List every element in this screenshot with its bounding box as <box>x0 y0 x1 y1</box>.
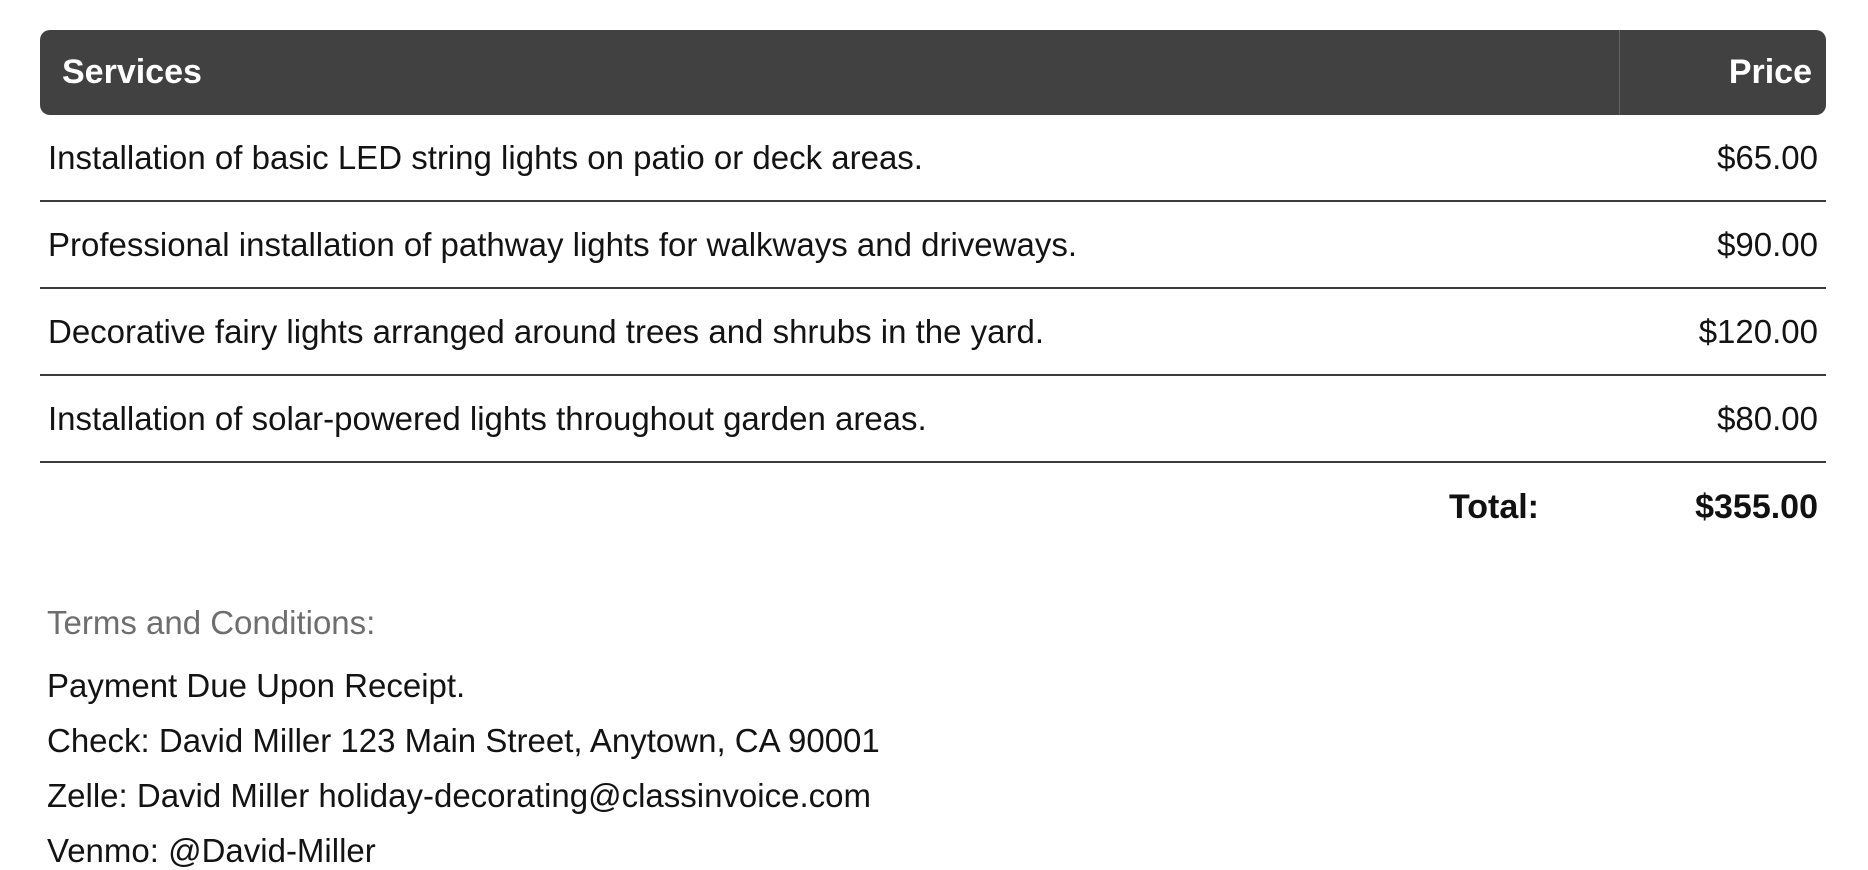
service-price-cell: $80.00 <box>1717 399 1818 437</box>
services-table-header <box>40 30 1826 115</box>
terms-line: Check: David Miller 123 Main Street, Anytown, CA 90001 <box>47 722 880 759</box>
service-description-cell: Professional installation of pathway lights for walkways and driveways. <box>48 225 1077 263</box>
service-description-cell: Installation of basic LED string lights on patio or deck areas. <box>48 138 923 176</box>
terms-line: Zelle: David Miller holiday-decorating@classinvoice.com <box>47 777 871 814</box>
table-row <box>40 289 1826 376</box>
table-row <box>40 202 1826 289</box>
services-column-header: Services <box>62 53 202 91</box>
terms-line: Venmo: @David-Miller <box>47 832 376 869</box>
terms-lines <box>47 658 1826 870</box>
terms-line: Payment Due Upon Receipt. <box>47 667 466 704</box>
total-row <box>40 463 1826 551</box>
service-price-cell: $65.00 <box>1717 138 1818 176</box>
service-description-cell: Installation of solar-powered lights throughout garden areas. <box>48 399 927 437</box>
terms-heading: Terms and Conditions: <box>47 604 376 641</box>
service-price-cell: $90.00 <box>1717 225 1818 263</box>
total-value: $355.00 <box>1695 487 1818 526</box>
terms-section <box>40 595 1826 870</box>
services-table <box>40 30 1826 551</box>
total-label: Total: <box>1448 487 1539 526</box>
table-row <box>40 376 1826 463</box>
service-description-cell: Decorative fairy lights arranged around trees and shrubs in the yard. <box>48 312 1045 350</box>
price-column-header: Price <box>1619 30 1826 115</box>
table-row <box>40 115 1826 202</box>
services-table-body <box>40 115 1826 463</box>
service-price-cell: $120.00 <box>1698 312 1818 350</box>
